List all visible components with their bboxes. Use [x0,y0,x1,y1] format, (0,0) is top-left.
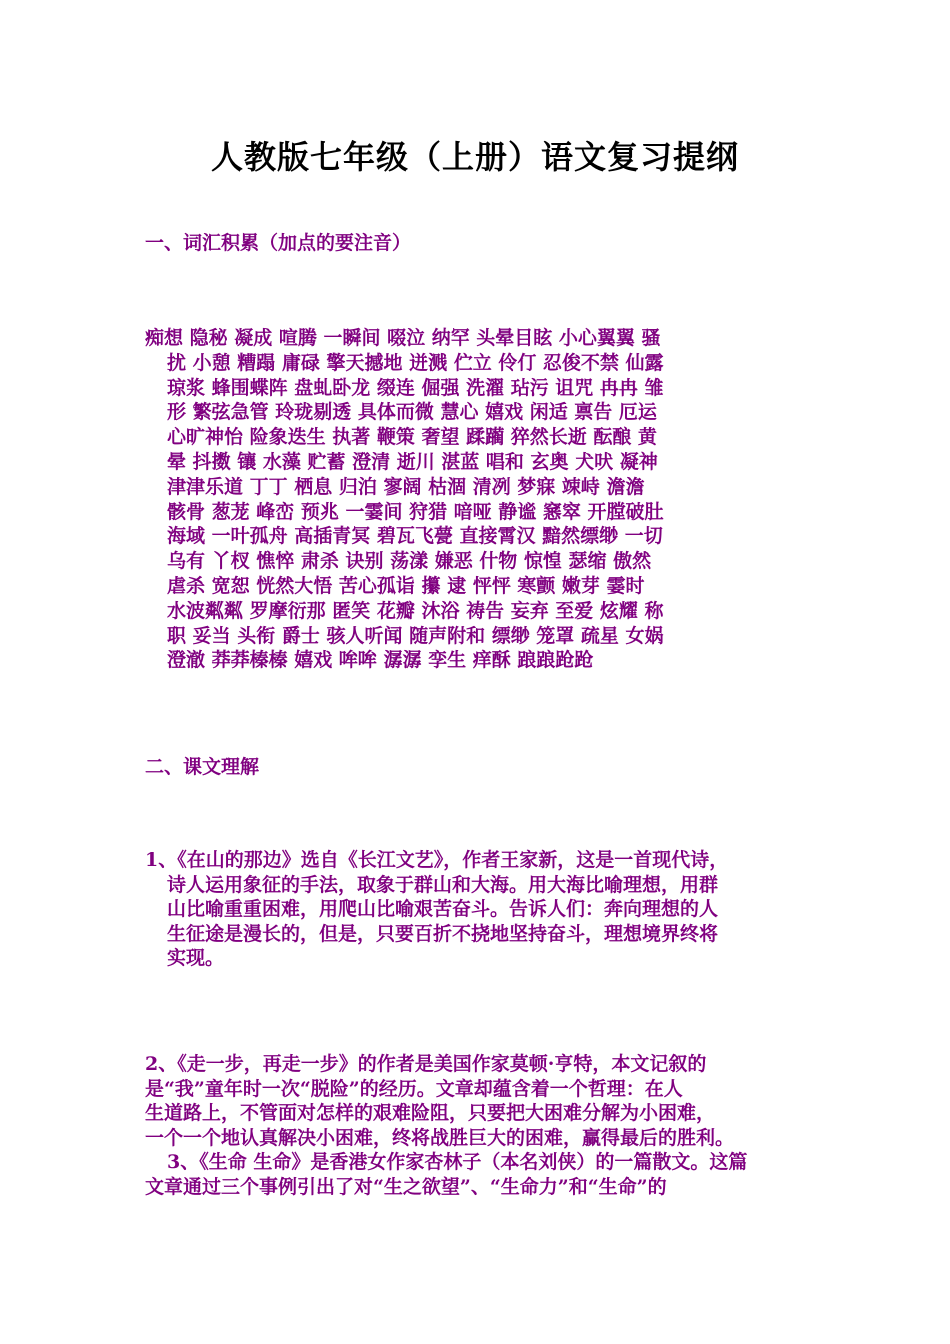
vocab-line: 痴想 隐秘 凝成 喧腾 一瞬间 啜泣 纳罕 头晕目眩 小心翼翼 骚 [145,327,661,349]
vocab-line: 扰 小憩 糟蹋 庸碌 擎天撼地 迸溅 伫立 伶仃 忍俊不禁 仙露 [167,351,664,374]
paragraph-line: 2、《走一步，再走一步》的作者是美国作家莫顿·亨特，本文记叙的 [145,1053,707,1075]
vocab-line: 海域 一叶孤舟 高插青冥 碧瓦飞甍 直接霄汉 黯然缥缈 一切 [167,525,663,548]
paragraph-2 [145,1052,825,1199]
section-heading-vocabulary: 一、词汇积累（加点的要注音） [145,232,412,254]
paragraph-line: 实现。 [167,947,225,969]
paragraph-line: 山比喻重重困难，用爬山比喻艰苦奋斗。告诉人们：奔向理想的人 [167,898,719,920]
page-title: 人教版七年级（上册）语文复习提纲 [210,138,739,176]
paragraph-line: 文章通过三个事例引出了对“生之欲望”、“生命力”和“生命”的 [145,1175,667,1198]
vocab-line: 虐杀 宽恕 恍然大悟 苦心孤诣 攥 逮 怦怦 寒颤 嫩芽 霎时 [167,574,645,597]
vocab-line: 水波粼粼 罗摩衍那 匿笑 花瓣 沐浴 祷告 妄弃 至爱 炫耀 称 [167,599,664,622]
vocab-line: 乌有 丫杈 憔悴 肃杀 诀别 荡漾 嫌恶 什物 惊惶 瑟缩 傲然 [167,550,652,573]
paragraph-1 [145,848,825,971]
paragraph-line: 3、《生命 生命》是香港女作家杏林子（本名刘侠）的一篇散文。这篇 [167,1151,748,1173]
section-heading-text-understanding: 二、课文理解 [145,756,260,778]
vocab-line: 心旷神怡 险象迭生 执著 鞭策 奢望 蹂躏 猝然长逝 酝酿 黄 [167,426,657,449]
vocab-line: 琼浆 蜂围蝶阵 盘虬卧龙 缀连 倔强 洗濯 玷污 诅咒 冉冉 雏 [167,376,664,399]
paragraph-line: 诗人运用象征的手法，取象于群山和大海。用大海比喻理想，用群 [167,873,719,896]
paragraph-line: 生征途是漫长的，但是，只要百折不挠地坚持奋斗，理想境界终将 [167,922,719,945]
vocabulary-list [145,326,795,673]
paragraph-line: 生道路上，不管面对怎样的艰难险阻，只要把大困难分解为小困难， [145,1102,716,1124]
vocab-line: 津津乐道 丁丁 栖息 归泊 寥阔 枯涸 清冽 梦寐 竦峙 澹澹 [167,475,645,498]
paragraph-line: 是“我”童年时一次“脱险”的经历。文章却蕴含着一个哲理：在人 [145,1077,683,1100]
vocab-line: 晕 抖擞 镶 水藻 贮蓄 澄清 逝川 湛蓝 唱和 玄奥 犬吠 凝神 [167,450,658,473]
vocab-line: 职 妥当 头衔 爵士 骇人听闻 随声附和 缥缈 笼罩 疏星 女娲 [167,624,664,647]
vocab-line: 形 繁弦急管 玲珑剔透 具体而微 慧心 嬉戏 闲适 禀告 厄运 [167,401,657,424]
vocab-line: 骸骨 葱茏 峰峦 预兆 一霎间 狩猎 喑哑 静谧 窸窣 开膛破肚 [167,500,664,523]
paragraph-line: 一个一个地认真解决小困难，终将战胜巨大的困难，赢得最后的胜利。 [145,1126,735,1149]
vocab-line: 澄澈 莽莽榛榛 嬉戏 哞哞 潺潺 孪生 痒酥 踉踉跄跄 [167,649,594,672]
paragraph-line: 1、《在山的那边》选自《长江文艺》，作者王家新，这是一首现代诗， [145,849,729,871]
